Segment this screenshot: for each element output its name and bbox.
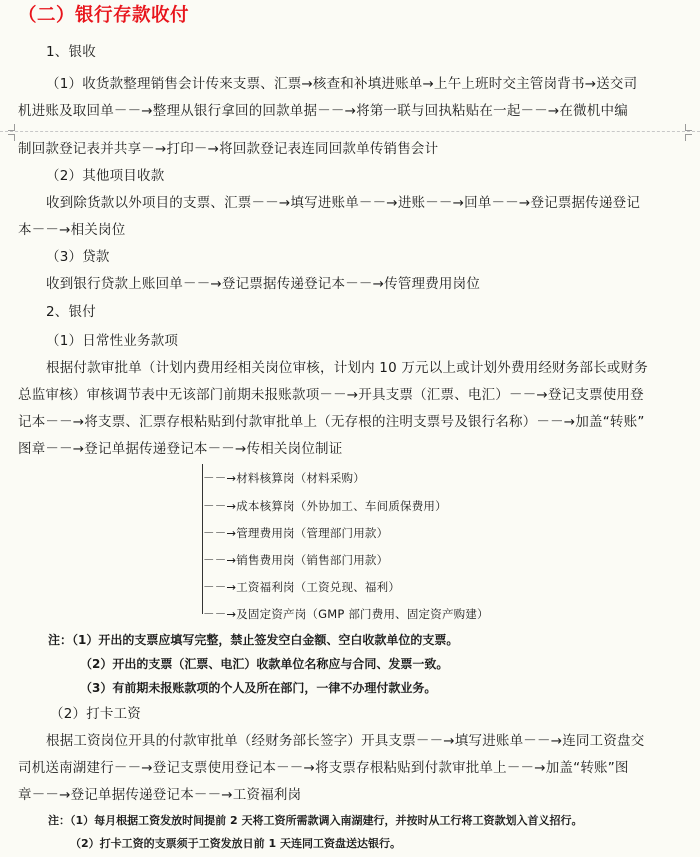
page-break-divider [0,131,700,132]
branch-item: －－→管理费用岗（管理部门用款） [203,526,389,540]
note-line: （2）打卡工资的支票须于工资发放日前 1 天连同工资盘送达银行。 [70,837,401,850]
page-corner-mark [8,124,15,131]
subheading-payroll-card: （2）打卡工资 [50,706,141,722]
note-line: （2）开出的支票（汇票、电汇）收款单位名称应与合同、发票一致。 [80,657,449,671]
paragraph-line: 收到除货款以外项目的支票、汇票－－→填写进账单－－→进账－－→回单－－→登记票据传递登记 [46,195,641,211]
paragraph-line: 图章－－→登记单据传递登记本－－→传相关岗位制证 [18,441,343,457]
note-line: 注：（1）开出的支票应填写完整，禁止签发空白金额、空白收款单位的支票。 [48,633,459,647]
section-title: （二）银行存款收付 [18,5,190,26]
paragraph-line: （1）收货款整理销售会计传来支票、汇票→核查和补填进账单→上午上班时交主管岗背书→送交司 [46,76,638,92]
branch-item: －－→销售费用岗（销售部门用款） [203,553,389,567]
page-corner-mark [685,124,692,131]
paragraph-line: 制回款登记表并共享－→打印－→将回款登记表连同回款单传销售会计 [18,141,439,157]
paragraph-line: 司机送南湖建行－－→登记支票使用登记本－－→将支票存根粘贴到付款审批单上－－→加盖“转账”图 [18,760,629,776]
subheading-other-receipts: （2）其他项目收款 [46,168,165,184]
note-line: 注：（1）每月根据工资发放时间提前 2 天将工资所需款调入南湖建行，并按时从工行将工资款划入首义招行。 [48,814,583,827]
subheading-routine-payments: （1）日常性业务款项 [46,333,179,349]
paragraph-line: 根据付款审批单（计划内费用经相关岗位审核，计划内 10 万元以上或计划外费用经财务部长或财务 [46,360,648,376]
branch-item: －－→及固定资产岗（GMP 部门费用、固定资产购建） [203,607,489,621]
page-corner-mark [8,134,15,141]
heading-bank-receipt: 1、银收 [46,44,96,60]
paragraph-line: 本－－→相关岗位 [18,222,126,238]
page-corner-mark [685,134,692,141]
paragraph-line: 总监审核）审核调节表中无该部门前期未报账款项－－→开具支票（汇票、电汇）－－→登记支票使用登 [18,387,644,403]
paragraph-line: 记本－－→将支票、汇票存根粘贴到付款审批单上（无存根的注明支票号及银行名称）－－→加盖“转账” [18,414,645,430]
paragraph-line: 章－－→登记单据传递登记本－－→工资福利岗 [18,787,302,803]
paragraph-line: 机进账及取回单－－→整理从银行拿回的回款单据－－→将第一联与回执粘贴在一起－－→在微机中编 [18,103,628,119]
subheading-loans: （3）贷款 [46,249,110,265]
branch-item: －－→材料核算岗（材料采购） [203,471,365,485]
paragraph-line: 根据工资岗位开具的付款审批单（经财务部长签字）开具支票－－→填写进账单－－→连同工资盘交 [46,733,645,749]
branch-item: －－→工资福利岗（工资兑现、福利） [203,580,401,594]
branch-item: －－→成本核算岗（外协加工、车间质保费用） [203,499,447,513]
note-line: （3）有前期未报账款项的个人及所在部门，一律不办理付款业务。 [80,681,437,695]
paragraph-line: 收到银行贷款上账回单－－→登记票据传递登记本－－→传管理费用岗位 [46,276,481,292]
heading-bank-payment: 2、银付 [46,304,96,320]
